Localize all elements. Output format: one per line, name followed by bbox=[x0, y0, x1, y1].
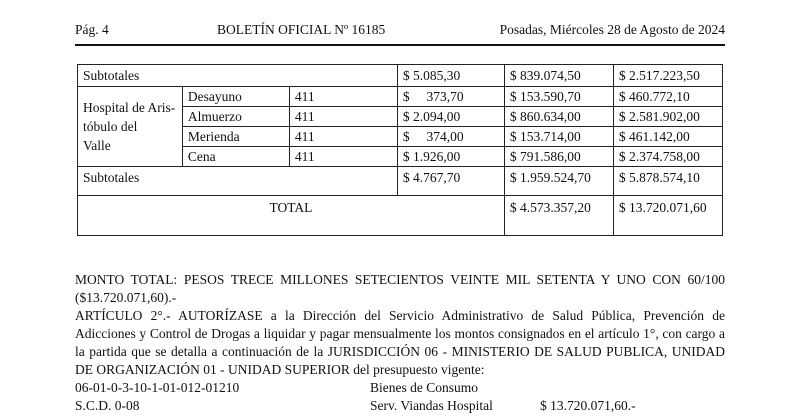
monto-total-paragraph: MONTO TOTAL: PESOS TRECE MILLONES SETECIENTOS VEINTE MIL SETENTA Y UNO CON 60/100 ($13.720.071,60).- bbox=[75, 272, 725, 305]
value-cell: $ 153.590,70 bbox=[504, 87, 613, 107]
meal-cell: Almuerzo bbox=[182, 107, 289, 127]
value-cell: $ 860.634,00 bbox=[504, 107, 613, 127]
budget-item: Bienes de Consumo bbox=[370, 380, 478, 395]
value-cell: $ 374,00 bbox=[397, 127, 504, 147]
code-cell: 411 bbox=[289, 107, 397, 127]
budget-line bbox=[75, 397, 725, 415]
resolution-text bbox=[75, 271, 725, 415]
value-cell: $ 2.374.758,00 bbox=[613, 147, 722, 167]
budget-code: S.C.D. 0-08 bbox=[75, 398, 140, 413]
place-date: Posadas, Miércoles 28 de Agosto de 2024 bbox=[499, 22, 725, 37]
budget-amount: $ 13.720.071,60.- bbox=[540, 398, 636, 413]
institution-cell bbox=[78, 87, 183, 167]
total-cell: $ 4.573.357,20 bbox=[504, 196, 613, 236]
budget-line bbox=[75, 379, 725, 397]
value-cell: $ 153.714,00 bbox=[504, 127, 613, 147]
value-cell: $ 2.094,00 bbox=[397, 107, 504, 127]
institution-name: Hospital de Aris- tóbulo del Valle bbox=[83, 100, 176, 153]
value-cell: $ 373,70 bbox=[397, 87, 504, 107]
value-cell: $ 461.142,00 bbox=[613, 127, 722, 147]
code-cell: 411 bbox=[289, 87, 397, 107]
subtotal-cell: $ 2.517.223,50 bbox=[613, 65, 722, 87]
value-cell: $ 1.926,00 bbox=[397, 147, 504, 167]
value-cell: $ 2.581.902,00 bbox=[613, 107, 722, 127]
page-number: Pág. 4 bbox=[75, 22, 109, 37]
code-cell: 411 bbox=[289, 127, 397, 147]
subtotal-label: Subtotales bbox=[78, 167, 398, 196]
table-row bbox=[78, 87, 723, 107]
value-cell: $ 791.586,00 bbox=[504, 147, 613, 167]
table-row-total bbox=[78, 196, 723, 236]
table-row-subtotal bbox=[78, 167, 723, 196]
meal-cell: Cena bbox=[182, 147, 289, 167]
articulo-2-paragraph: ARTÍCULO 2°.- AUTORÍZASE a la Dirección del Servicio Administrativo de Salud Pública, Prevención de Adicciones y Control de Drogas a liquidar y pagar mensualmente los montos consignados en el artículo 1°, con cargo a la partida que se detalla a continuación de la JURISDICCIÓN 06 - MINISTERIO DE SALUD PUBLICA, UNIDAD DE ORGANIZACIÓN 01 - UNIDAD SUPERIOR del presupuesto vigente: bbox=[75, 308, 725, 377]
subtotal-cell: $ 5.085,30 bbox=[397, 65, 504, 87]
meal-cell: Desayuno bbox=[182, 87, 289, 107]
subtotal-cell: $ 5.878.574,10 bbox=[613, 167, 722, 196]
subtotal-label: Subtotales bbox=[78, 65, 398, 87]
amounts-table bbox=[77, 64, 723, 236]
header-rule bbox=[75, 44, 725, 46]
table-row-top-subtotal bbox=[78, 65, 723, 87]
value-cell: $ 460.772,10 bbox=[613, 87, 722, 107]
subtotal-cell: $ 4.767,70 bbox=[397, 167, 504, 196]
budget-code: 06-01-0-3-10-1-01-012-01210 bbox=[75, 380, 240, 395]
total-label: TOTAL bbox=[78, 196, 505, 236]
total-cell: $ 13.720.071,60 bbox=[613, 196, 722, 236]
subtotal-cell: $ 839.074,50 bbox=[504, 65, 613, 87]
subtotal-cell: $ 1.959.524,70 bbox=[504, 167, 613, 196]
code-cell: 411 bbox=[289, 147, 397, 167]
budget-item: Serv. Viandas Hospital bbox=[370, 398, 493, 413]
bulletin-title: BOLETÍN OFICIAL Nº 16185 bbox=[217, 22, 386, 37]
meal-cell: Merienda bbox=[182, 127, 289, 147]
